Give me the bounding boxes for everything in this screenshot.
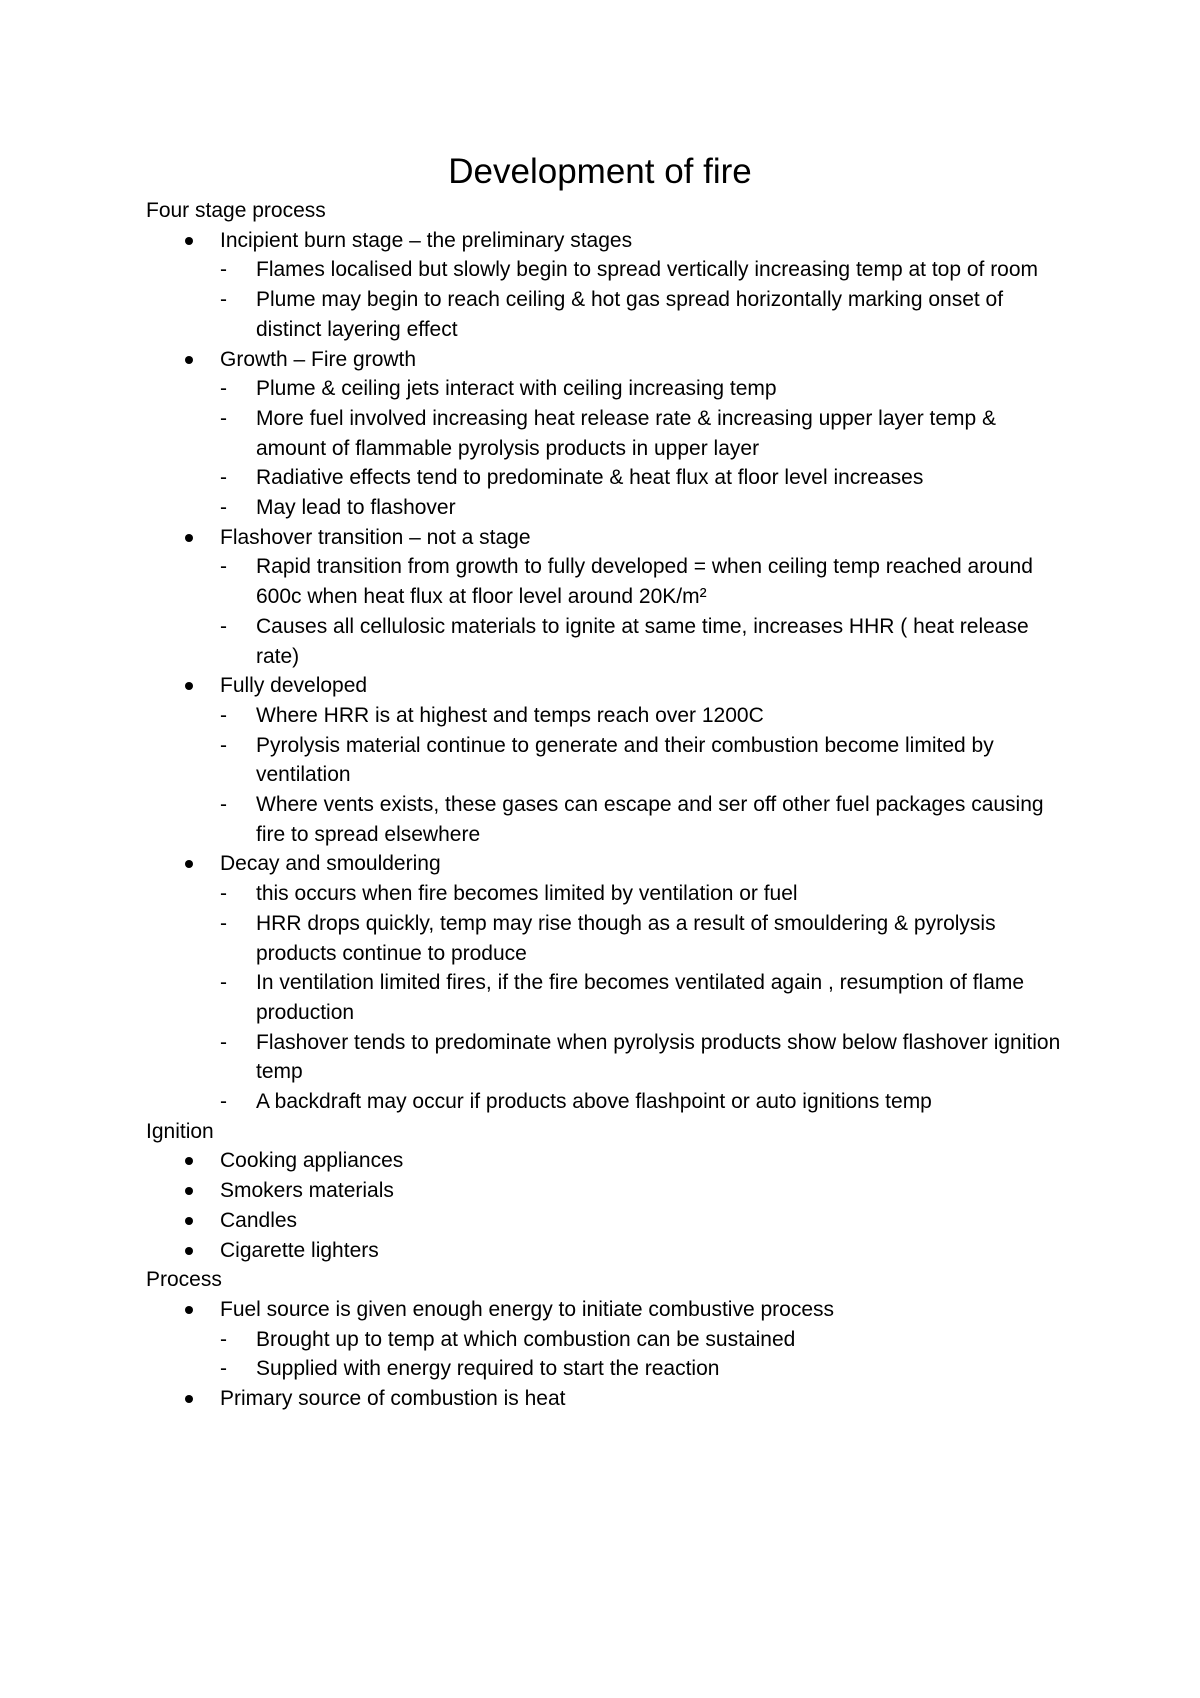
bullet-item	[146, 1176, 1066, 1206]
dash-icon: -	[220, 466, 227, 490]
bullet-text: Primary source of combustion is heat	[220, 1387, 566, 1411]
dash-icon: -	[220, 1030, 227, 1054]
bullet-dot-icon	[185, 1187, 193, 1195]
sub-bullet-list	[220, 552, 1066, 671]
sub-bullet-text: HRR drops quickly, temp may rise though as a result of smouldering & pyrolysis products continue to produce	[256, 911, 996, 965]
bullet-text: Decay and smouldering	[220, 852, 441, 876]
sub-bullet-text: Flashover tends to predominate when pyrolysis products show below flashover ignition temp	[256, 1030, 1061, 1084]
bullet-item	[146, 1146, 1066, 1176]
bullet-item	[146, 1206, 1066, 1236]
dash-icon: -	[220, 703, 227, 727]
sub-bullet-text: Rapid transition from growth to fully developed = when ceiling temp reached around 600c when heat flux at floor level around 20K/m²	[256, 555, 1033, 609]
bullet-item	[146, 345, 1066, 523]
bullet-text: Fully developed	[220, 674, 368, 698]
sub-bullet-item	[220, 612, 1066, 671]
dash-icon: -	[220, 1327, 227, 1351]
page-title: Development of fire	[448, 152, 752, 191]
bullet-dot-icon	[185, 860, 193, 868]
sub-bullet-text: Brought up to temp at which combustion can be sustained	[256, 1327, 796, 1351]
dash-icon: -	[220, 496, 227, 520]
bullet-list	[146, 1295, 1066, 1414]
sub-bullet-text: Radiative effects tend to predominate & heat flux at floor level increases	[256, 466, 924, 490]
bullet-text: Flashover transition – not a stage	[220, 525, 531, 549]
sub-bullet-item	[220, 255, 1066, 285]
sub-bullet-text: Where vents exists, these gases can escape and ser off other fuel packages causing fire to spread elsewhere	[256, 793, 1044, 846]
sub-bullet-item	[220, 285, 1066, 344]
dash-icon: -	[220, 555, 227, 579]
sub-bullet-item	[220, 968, 1066, 1027]
sub-bullet-list	[220, 701, 1066, 850]
bullet-text: Growth – Fire growth	[220, 347, 417, 371]
bullet-item	[146, 671, 1066, 849]
bullet-text: Cigarette lighters	[220, 1238, 379, 1262]
sub-bullet-text: May lead to flashover	[256, 496, 456, 520]
bullet-item	[146, 1295, 1066, 1384]
sub-bullet-item	[220, 790, 1066, 849]
sub-bullet-list	[220, 255, 1066, 344]
bullet-text: Smokers materials	[220, 1179, 394, 1203]
section-heading: Four stage process	[146, 199, 326, 222]
bullet-dot-icon	[185, 1247, 193, 1255]
bullet-dot-icon	[185, 1217, 193, 1225]
sub-bullet-item	[220, 1354, 1066, 1384]
sub-bullet-item	[220, 1087, 1066, 1117]
bullet-item	[146, 1384, 1066, 1414]
outline-section	[146, 1117, 1066, 1266]
dash-icon: -	[220, 288, 227, 312]
dash-icon: -	[220, 258, 227, 282]
bullet-dot-icon	[185, 237, 193, 245]
sub-bullet-item	[220, 493, 1066, 523]
bullet-text: Fuel source is given enough energy to initiate combustive process	[220, 1297, 835, 1321]
bullet-item	[146, 849, 1066, 1116]
bullet-item	[146, 226, 1066, 345]
sub-bullet-list	[220, 1325, 1066, 1384]
sub-bullet-text: this occurs when fire becomes limited by ventilation or fuel	[256, 882, 798, 906]
sub-bullet-item	[220, 731, 1066, 790]
sub-bullet-text: Plume may begin to reach ceiling & hot gas spread horizontally marking onset of distinct layering effect	[256, 288, 1004, 341]
sub-bullet-text: Plume & ceiling jets interact with ceiling increasing temp	[256, 377, 777, 401]
bullet-list	[146, 1146, 1066, 1265]
bullet-dot-icon	[185, 682, 193, 690]
dash-icon: -	[220, 971, 227, 995]
section-heading: Process	[146, 1268, 222, 1292]
sub-bullet-text: Where HRR is at highest and temps reach over 1200C	[256, 703, 764, 727]
bullet-dot-icon	[185, 1157, 193, 1165]
dash-icon: -	[220, 882, 227, 906]
sub-bullet-item	[220, 374, 1066, 404]
document-body	[146, 196, 1066, 1414]
sub-bullet-text: Pyrolysis material continue to generate and their combustion become limited by ventilation	[256, 733, 994, 787]
dash-icon: -	[220, 1090, 227, 1114]
bullet-list	[146, 226, 1066, 1117]
sub-bullet-item	[220, 552, 1066, 611]
sub-bullet-item	[220, 701, 1066, 731]
sub-bullet-item	[220, 879, 1066, 909]
bullet-item	[146, 523, 1066, 672]
dash-icon: -	[220, 733, 227, 757]
outline-section	[146, 1265, 1066, 1414]
bullet-text: Incipient burn stage – the preliminary stages	[220, 228, 633, 252]
bullet-item	[146, 1236, 1066, 1266]
section-heading: Ignition	[146, 1119, 214, 1143]
sub-bullet-list	[220, 374, 1066, 523]
dash-icon: -	[220, 911, 227, 935]
bullet-dot-icon	[185, 1395, 193, 1403]
sub-bullet-item	[220, 1028, 1066, 1087]
sub-bullet-text: More fuel involved increasing heat release rate & increasing upper layer temp & amount of flammable pyrolysis products in upper layer	[256, 406, 997, 460]
dash-icon: -	[220, 406, 227, 430]
dash-icon: -	[220, 377, 227, 401]
sub-bullet-text: A backdraft may occur if products above flashpoint or auto ignitions temp	[256, 1090, 932, 1114]
dash-icon: -	[220, 1357, 227, 1381]
sub-bullet-item	[220, 1325, 1066, 1355]
outline-section	[146, 196, 1066, 1117]
sub-bullet-text: Supplied with energy required to start the reaction	[256, 1357, 720, 1381]
bullet-text: Candles	[220, 1208, 298, 1232]
sub-bullet-item	[220, 404, 1066, 463]
sub-bullet-list	[220, 879, 1066, 1117]
bullet-dot-icon	[185, 356, 193, 364]
sub-bullet-item	[220, 463, 1066, 493]
bullet-text: Cooking appliances	[220, 1149, 404, 1173]
bullet-dot-icon	[185, 534, 193, 542]
sub-bullet-text: Flames localised but slowly begin to spread vertically increasing temp at top of room	[256, 258, 1039, 282]
dash-icon: -	[220, 614, 227, 638]
dash-icon: -	[220, 793, 227, 817]
bullet-dot-icon	[185, 1306, 193, 1314]
sub-bullet-text: Causes all cellulosic materials to ignite at same time, increases HHR ( heat release rate)	[256, 614, 1029, 668]
sub-bullet-text: In ventilation limited fires, if the fire becomes ventilated again , resumption of flame production	[256, 971, 1025, 1024]
sub-bullet-item	[220, 909, 1066, 968]
